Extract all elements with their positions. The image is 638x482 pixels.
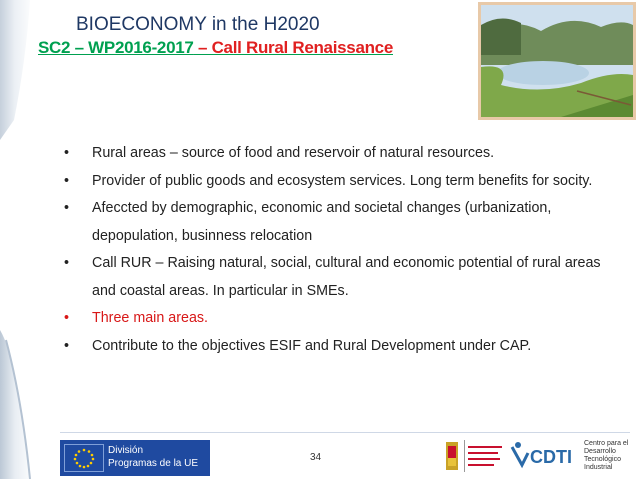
bullet-item [64, 168, 624, 196]
subtitle-work-programme: SC2 – WP2016-2017 [38, 38, 194, 57]
bullet-text: Contribute to the objectives ESIF and Rural Development under CAP. [92, 337, 532, 354]
bullet-list [64, 140, 624, 360]
bullet-text: Call RUR – Raising natural, social, cultural and economic potential of rural areas and coastal areas. In particular in SMEs. [92, 255, 601, 299]
eu-logo-text [108, 444, 198, 470]
slide-title: BIOECONOMY in the H2020 [76, 14, 320, 35]
cdti-sub-line: Tecnológico [584, 456, 621, 463]
bullet-dot: • [64, 310, 70, 326]
decorative-pipe-graphic [0, 0, 60, 479]
page-number: 34 [310, 452, 322, 463]
bullet-dot: • [64, 337, 70, 354]
bullet-item [64, 140, 624, 168]
cdti-subtitle [584, 440, 628, 472]
bullet-dot: • [64, 200, 70, 216]
slide-subtitle [38, 38, 393, 58]
eu-programmes-logo [60, 440, 210, 476]
footer-divider [60, 432, 630, 433]
cdti-sub-line: Industrial [584, 464, 613, 471]
cdti-mark-icon [508, 437, 584, 477]
bullet-text: Provider of public goods and ecosystem services. Long term benefits for socity. [92, 172, 593, 189]
eu-logo-line1: División [108, 445, 144, 456]
landscape-lake-photo [478, 2, 636, 120]
bullet-text: Afeccted by demographic, economic and societal changes (urbanization, depopulation, businness relocation [92, 200, 552, 244]
landscape-lake-icon [481, 5, 633, 117]
bullet-text: Rural areas – source of food and reservoir of natural resources. [92, 145, 495, 161]
bullet-dot: • [64, 145, 70, 161]
bullet-dot: • [64, 172, 70, 189]
cdti-wordmark: CDTI [530, 447, 572, 467]
eu-flag-icon [64, 444, 104, 472]
bullet-item [64, 333, 624, 361]
cdti-sub-line: Desarrollo [584, 448, 616, 455]
bullet-dot: • [64, 255, 70, 271]
bullet-text: Three main areas. [92, 310, 209, 326]
bullet-item [64, 195, 624, 250]
cdti-sub-line: Centro para el [584, 440, 629, 447]
bullet-item [64, 250, 624, 305]
bullet-item-highlight [64, 305, 624, 333]
eu-logo-line2: Programas de la UE [108, 458, 199, 469]
subtitle-call-name: – Call Rural Renaissance [193, 38, 393, 57]
